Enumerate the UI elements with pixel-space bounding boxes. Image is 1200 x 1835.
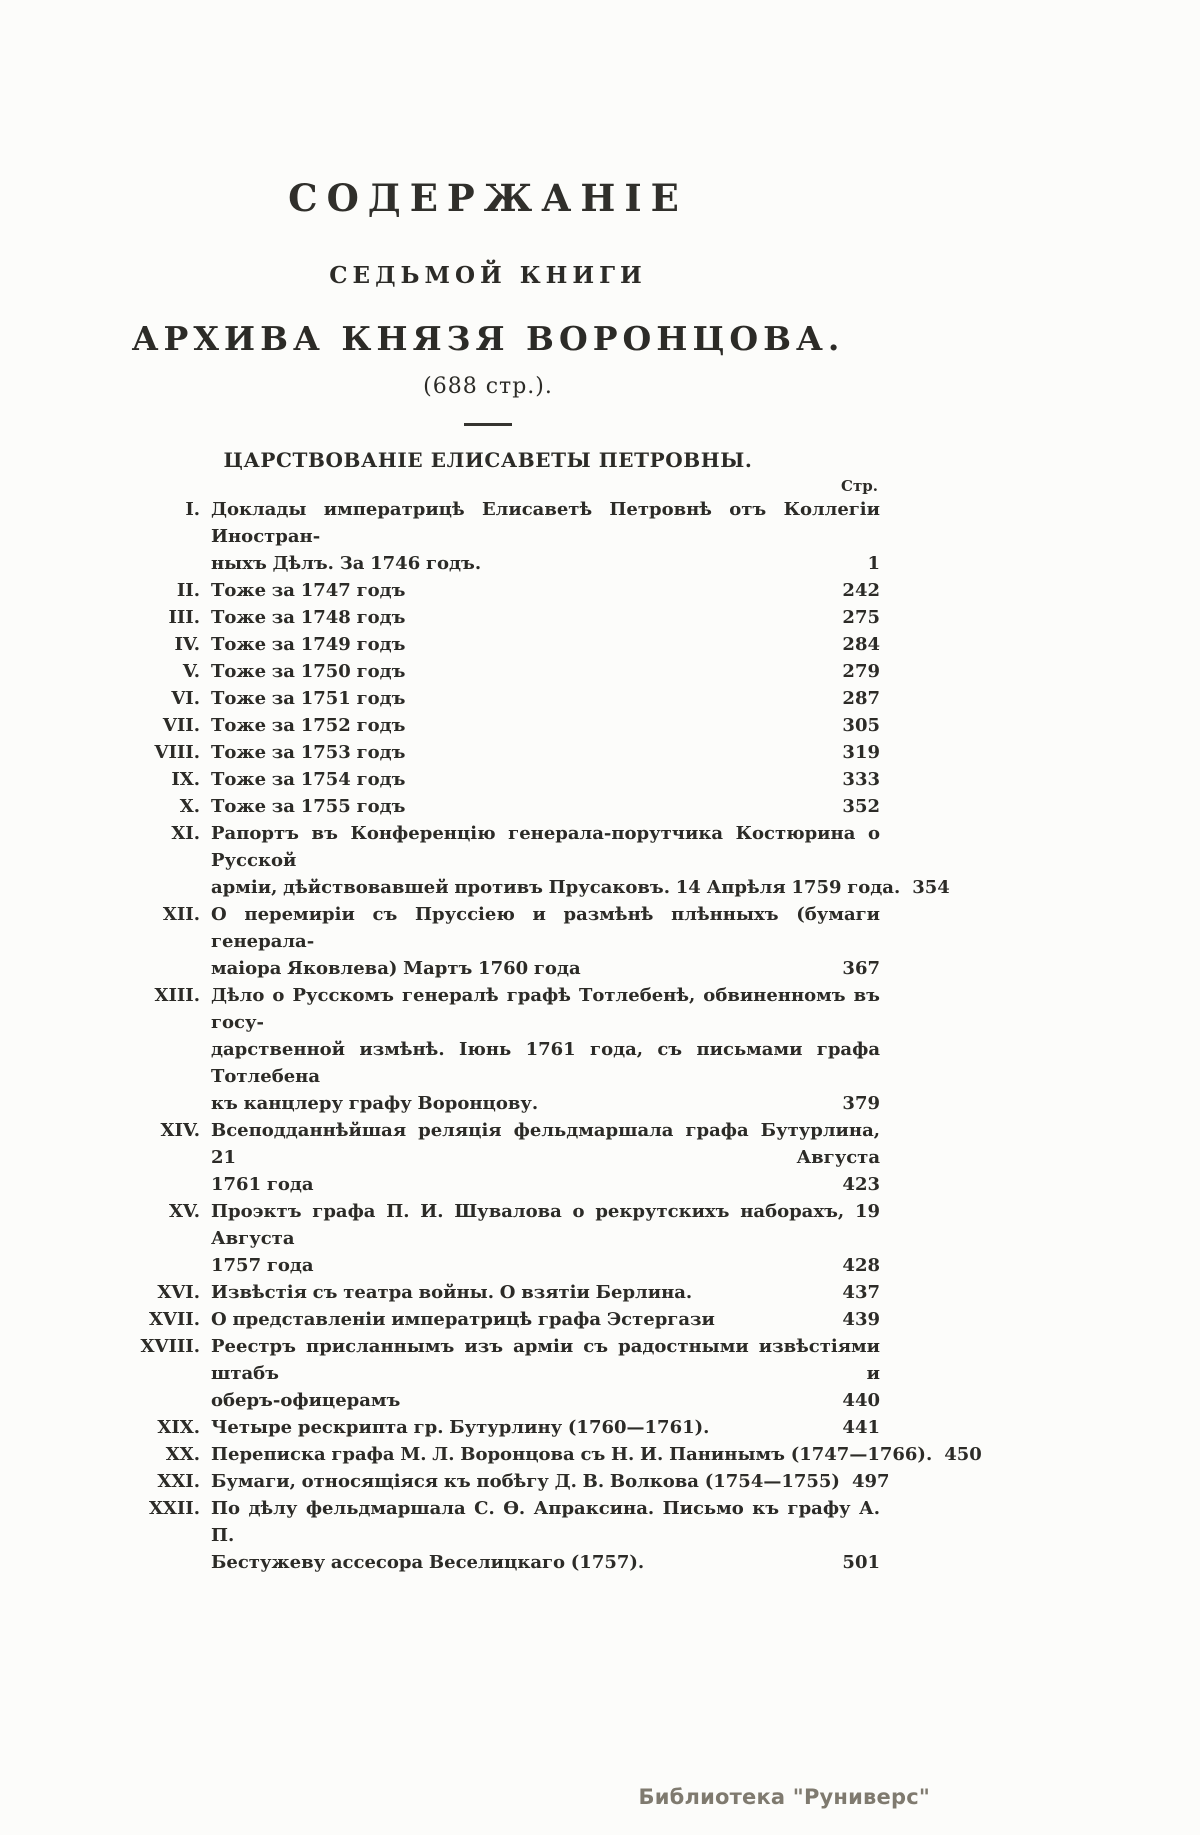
entry-page-number: 428	[842, 1255, 880, 1276]
dot-leader	[320, 1171, 837, 1198]
toc-entry	[128, 577, 880, 604]
entry-text: Тоже за 1751 годъ	[211, 688, 406, 709]
entry-body	[211, 793, 880, 820]
entry-text: Реестръ присланнымъ изъ арміи съ радостными извѣстіями штабъ и	[211, 1336, 880, 1384]
entry-number: XXII.	[148, 1498, 200, 1519]
dot-leader	[411, 658, 836, 685]
entry-page-number: 275	[842, 607, 880, 628]
dot-leader	[411, 739, 836, 766]
dot-leader	[406, 1387, 836, 1414]
entry-text: ныхъ Дѣлъ. За 1746 годъ.	[211, 553, 482, 574]
entry-body	[211, 766, 880, 793]
entry-page-number: 437	[842, 1282, 880, 1303]
toc-entry	[128, 793, 880, 820]
entry-text: По дѣлу фельдмаршала С. Ѳ. Апраксина. Письмо къ графу А. П.	[211, 1498, 880, 1546]
entry-number: XI.	[171, 823, 200, 844]
toc-entry	[128, 982, 880, 1117]
contents-title: СОДЕРЖАНІЕ	[288, 176, 688, 220]
entry-number: XVII.	[148, 1309, 200, 1330]
entry-text: Тоже за 1752 годъ	[211, 715, 406, 736]
entry-page-number: 440	[842, 1390, 880, 1411]
entry-text: Доклады императрицѣ Елисаветѣ Петровнѣ отъ Коллегіи Иностран-	[211, 499, 880, 547]
dot-leader	[411, 712, 836, 739]
toc-entry	[128, 766, 880, 793]
entry-body	[211, 901, 880, 982]
entry-text: О представленіи императрицѣ графа Эстергази	[211, 1309, 715, 1330]
entry-text: Рапортъ въ Конференцію генерала-порутчика Костюрина о Русской	[211, 823, 880, 871]
entry-text: Тоже за 1753 годъ	[211, 742, 406, 763]
entry-number: XIX.	[157, 1417, 200, 1438]
entry-page-number: 450	[944, 1444, 982, 1465]
entry-text: Проэктъ графа П. И. Шувалова о рекрутскихъ наборахъ, 19 Августа	[211, 1201, 880, 1249]
entry-number: II.	[176, 580, 200, 601]
entry-page-number: 319	[842, 742, 880, 763]
entry-number: III.	[168, 607, 200, 628]
entry-body	[211, 982, 880, 1117]
entry-body	[211, 685, 880, 712]
entry-text: Дѣло о Русскомъ генералѣ графѣ Тотлебенѣ, обвиненномъ въ госу-	[211, 985, 880, 1033]
entry-text: оберъ-офицерамъ	[211, 1390, 401, 1411]
entry-number: IV.	[174, 634, 200, 655]
entry-body	[211, 739, 880, 766]
page-column-label: Стр.	[841, 477, 878, 495]
toc-entry	[128, 1414, 880, 1441]
toc-list	[128, 496, 982, 1576]
entry-body	[211, 631, 880, 658]
entry-body	[211, 496, 880, 577]
toc-entry	[128, 820, 950, 901]
entry-text: Тоже за 1749 годъ	[211, 634, 406, 655]
entry-body	[211, 820, 950, 901]
toc-entry	[128, 1198, 880, 1279]
toc-entry	[128, 631, 880, 658]
entry-number: XVI.	[157, 1282, 200, 1303]
entry-page-number: 367	[842, 958, 880, 979]
entry-text: Тоже за 1748 годъ	[211, 607, 406, 628]
entry-page-number: 287	[842, 688, 880, 709]
dot-leader	[320, 1252, 837, 1279]
entry-text: О перемиріи съ Пруссіею и размѣнѣ плѣнныхъ (бумаги генерала-	[211, 904, 880, 952]
entry-page-number: 279	[842, 661, 880, 682]
entry-number: V.	[182, 661, 200, 682]
entry-text: Тоже за 1750 годъ	[211, 661, 406, 682]
volume-subtitle: СЕДЬМОЙ КНИГИ	[329, 262, 647, 289]
entry-text: Всеподданнѣйшая реляція фельдмаршала графа Бутурлина, 21 Августа	[211, 1120, 880, 1168]
entry-body	[211, 1441, 982, 1468]
dot-leader	[411, 604, 836, 631]
library-watermark: Библиотека "Руниверс"	[638, 1785, 930, 1809]
dot-leader	[411, 685, 836, 712]
entry-number: I.	[185, 499, 200, 520]
divider-rule	[464, 423, 512, 426]
toc-entry	[128, 1441, 982, 1468]
entry-body	[211, 1333, 880, 1414]
entry-text: 1761 года	[211, 1174, 314, 1195]
entry-text: къ канцлеру графу Воронцову.	[211, 1093, 539, 1114]
entry-text: Бестужеву ассесора Веселицкаго (1757).	[211, 1552, 645, 1573]
entry-body	[211, 712, 880, 739]
entry-page-number: 354	[912, 877, 950, 898]
toc-entry	[128, 1279, 880, 1306]
entry-number: XX.	[165, 1444, 200, 1465]
entry-number: VI.	[171, 688, 200, 709]
toc-entry	[128, 1333, 880, 1414]
page-headings	[118, 0, 858, 472]
entry-text: маіора Яковлева) Мартъ 1760 года	[211, 958, 581, 979]
entry-body	[211, 1306, 880, 1333]
entry-body	[211, 1198, 880, 1279]
dot-leader	[721, 1306, 837, 1333]
entry-text: Тоже за 1754 годъ	[211, 769, 406, 790]
entry-number: X.	[179, 796, 200, 817]
entry-number: XVIII.	[140, 1336, 200, 1357]
toc-entry	[128, 496, 880, 577]
toc-entry	[128, 739, 880, 766]
entry-page-number: 352	[842, 796, 880, 817]
dot-leader	[544, 1090, 836, 1117]
pages-count-note: (688 стр.).	[423, 374, 553, 399]
entry-text: Тоже за 1755 годъ	[211, 796, 406, 817]
entry-page-number: 333	[842, 769, 880, 790]
entry-page-number: 501	[842, 1552, 880, 1573]
toc-entry	[128, 1306, 880, 1333]
entry-number: XII.	[162, 904, 200, 925]
dot-leader	[698, 1279, 836, 1306]
entry-number: VII.	[162, 715, 200, 736]
entry-page-number: 305	[842, 715, 880, 736]
dot-leader	[411, 793, 836, 820]
entry-body	[211, 577, 880, 604]
dot-leader	[411, 766, 836, 793]
toc-entry	[128, 658, 880, 685]
entry-text: Извѣстія съ театра войны. О взятіи Берлина.	[211, 1282, 693, 1303]
table-of-contents	[128, 476, 982, 1576]
entry-page-number: 497	[851, 1471, 890, 1492]
entry-number: XIII.	[154, 985, 200, 1006]
toc-entry	[128, 901, 880, 982]
entry-body	[211, 1117, 880, 1198]
entry-number: XXI.	[157, 1471, 200, 1492]
entry-number: XV.	[168, 1201, 200, 1222]
entry-page-number: 1	[867, 553, 880, 574]
entry-text: арміи, дѣйствовавшей противъ Прусаковъ. 14 Апрѣля 1759 года.	[211, 877, 901, 898]
entry-number: XIV.	[160, 1120, 200, 1141]
dot-leader	[411, 577, 836, 604]
entry-page-number: 379	[842, 1093, 880, 1114]
entry-body	[211, 1468, 890, 1495]
entry-page-number: 242	[842, 580, 880, 601]
dot-leader	[715, 1414, 836, 1441]
toc-entry	[128, 685, 880, 712]
entry-number: VIII.	[154, 742, 200, 763]
archive-title: АРХИВА КНЯЗЯ ВОРОНЦОВА.	[131, 319, 845, 358]
entry-text: Тоже за 1747 годъ	[211, 580, 406, 601]
dot-leader	[650, 1549, 836, 1576]
toc-entry	[128, 604, 880, 631]
entry-number: IX.	[171, 769, 200, 790]
entry-text: Переписка графа М. Л. Воронцова съ Н. И. Панинымъ (1747—1766).	[211, 1444, 933, 1465]
entry-body	[211, 1279, 880, 1306]
entry-text: Четыре рескрипта гр. Бутурлину (1760—1761).	[211, 1417, 710, 1438]
entry-body	[211, 1495, 880, 1576]
entry-text: дарственной измѣнѣ. Іюнь 1761 года, съ письмами графа Тотлебена	[211, 1039, 880, 1087]
dot-leader	[587, 955, 837, 982]
toc-entry	[128, 1117, 880, 1198]
entry-text: 1757 года	[211, 1255, 314, 1276]
entry-text: Бумаги, относящіяся къ побѣгу Д. В. Волкова (1754—1755)	[211, 1471, 840, 1492]
section-heading: ЦАРСТВОВАНІЕ ЕЛИСАВЕТЫ ПЕТРОВНЫ.	[223, 448, 753, 472]
entry-page-number: 284	[842, 634, 880, 655]
toc-entry	[128, 712, 880, 739]
toc-entry	[128, 1495, 880, 1576]
entry-page-number: 441	[842, 1417, 880, 1438]
entry-body	[211, 1414, 880, 1441]
entry-body	[211, 658, 880, 685]
dot-leader	[411, 631, 836, 658]
entry-page-number: 439	[842, 1309, 880, 1330]
dot-leader	[487, 550, 840, 577]
toc-entry	[128, 1468, 890, 1495]
entry-page-number: 423	[842, 1174, 880, 1195]
entry-body	[211, 604, 880, 631]
